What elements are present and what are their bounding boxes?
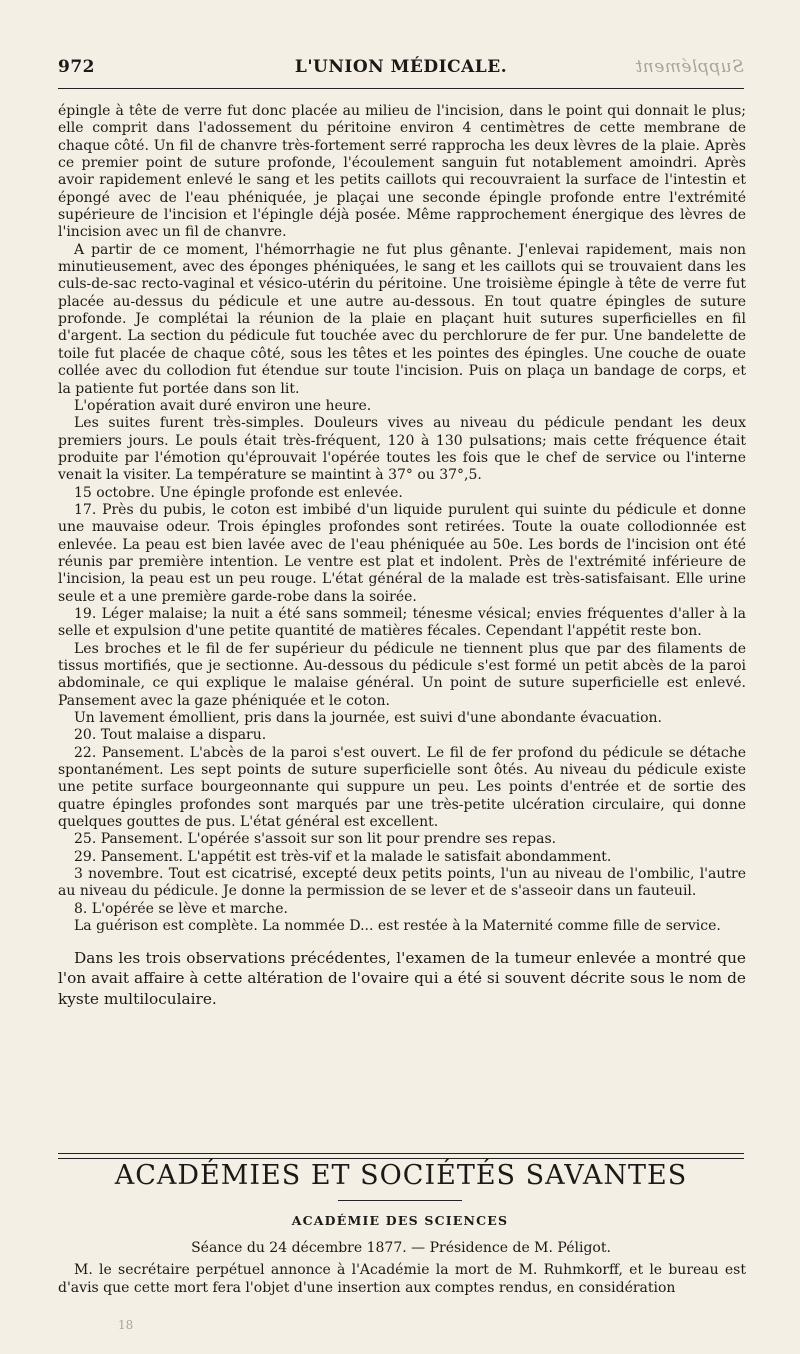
paragraph: M. le secrétaire perpétuel annonce à l'Académie la mort de M. Ruhmkorff, et le bureau est d'avis que cette mort fera l'objet d'une insertion aux comptes rendus, en considération — [58, 1262, 746, 1296]
running-header — [58, 57, 744, 87]
page-bottom-mark: 18 — [118, 1318, 134, 1332]
paragraph: 17. Près du pubis, le coton est imbibé d'un liquide purulent qui suinte du pédicule et donne une mauvaise odeur. Trois épingles profondes sont retirées. Toute la ouate collodionnée est enlevée. La peau est bien lavée avec de l'eau phéniquée au 50e. Les bords de l'incision ont été réunis par première intention. Le ventre est plat et indolent. Près de l'extrémité inférieure de l'incision, la peau est un peu rouge. L'état général de la malade est très-satisfaisant. Elle urine seule et a une première garde-robe dans la soirée. — [58, 501, 746, 605]
paragraph: 20. Tout malaise a disparu. — [74, 727, 267, 744]
paragraph: Les broches et le fil de fer supérieur du pédicule ne tiennent plus que par des filaments de tissus mortifiés, que je sectionne. Au-dessous du pédicule s'est formé un petit abcès de la paroi abdominale, ce qui explique le malaise général. Un point de suture superficielle est enlevé. Pansement avec la gaze phéniquée et le coton. — [58, 640, 746, 709]
section-divider — [58, 1153, 744, 1159]
paragraph: 22. Pansement. L'abcès de la paroi s'est ouvert. Le fil de fer profond du pédicule se détache spontanément. Les sept points de suture superficielle sont ôtés. Au niveau du pédicule existe une petite surface bourgeonnante qui suppure un peu. Les points d'entrée et de sortie des quatre épingles profondes sont marqués par une très-petite ulcération circulaire, qui donne quelques gouttes de pus. L'état général est excellent. — [58, 744, 746, 831]
paragraph: Un lavement émollient, pris dans la journée, est suivi d'une abondante évacuation. — [74, 710, 662, 727]
paragraph: 19. Léger malaise; la nuit a été sans sommeil; ténesme vésical; envies fréquentes d'aller à la selle et expulsion d'une petite quantité de matières fécales. Cependant l'appétit reste bon. — [58, 605, 746, 640]
academy-subtitle: ACADÉMIE DES SCIENCES — [291, 1213, 509, 1228]
paragraph: Les suites furent très-simples. Douleurs vives au niveau du pédicule pendant les deux premiers jours. Le pouls était très-fréquent, 120 à 130 pulsations; mais cette fréquence était produite par l'émotion qu'éprouvait l'opérée toutes les fois que le chef de service ou l'interne venait la visiter. La température se maintint à 37° ou 37°,5. — [58, 415, 746, 484]
paragraph: 3 novembre. Tout est cicatrisé, excepté deux petits points, l'un au niveau de l'ombilic, l'autre au niveau du pédicule. Je donne la permission de se lever et de s'asseoir dans un fauteuil. — [58, 866, 746, 900]
paragraph: 8. L'opérée se lève et marche. — [74, 900, 288, 917]
paragraph: A partir de ce moment, l'hémorrhagie ne fut plus gênante. J'enlevai rapidement, mais non minutieusement, avec des éponges phéniquées, le sang et les caillots qui se trouvaient dans les culs-de-sac recto-vaginal et vésico-utérin du péritoine. Une troisième épingle à tête de verre fut placée au-dessus du pédicule et une autre au-dessous. En tout quatre épingles de suture profonde. Je complétai la réunion de la plaie en plaçant huit sutures superficielles en fil d'argent. La section du pédicule fut touchée avec du perchlorure de fer pur. Une bandelette de toile fut placée de chaque côté, sous les têtes et les pointes des épingles. Une couche de ouate collée avec du collodion fut étendue sur toute l'incision. Puis on plaça un bandage de corps, et la patiente fut portée dans son lit. — [58, 241, 746, 397]
paragraph: épingle à tête de verre fut donc placée au milieu de l'incision, dans le point qui donnait le plus; elle comprit dans l'adossement du péritoine environ 4 centimètres de cette membrane de chaque côté. Un fil de chanvre très-fortement serré rapprocha les deux lèvres de la plaie. Après ce premier point de suture profonde, l'écoulement sanguin fut notablement amoindri. Après avoir rapidement enlevé le sang et les petits caillots qui recouvraient la surface de l'intestin et épongé avec de l'eau phéniquée, je plaçai une seconde épingle profonde entre l'extrémité supérieure de l'incision et l'épingle déjà posée. Même rapprochement énergique des lèvres de l'incision avec un fil de chanvre. — [58, 103, 746, 241]
paragraph: L'opération avait duré environ une heure. — [74, 397, 372, 414]
show-through-text: Supplément — [635, 57, 744, 77]
article-body — [58, 103, 746, 1009]
header-rule — [58, 88, 744, 89]
paragraph: 25. Pansement. L'opérée s'assoit sur son lit pour prendre ses repas. — [74, 831, 557, 848]
paragraph: 29. Pansement. L'appétit est très-vif et la malade le satisfait abondamment. — [74, 848, 612, 865]
paragraph: 15 octobre. Une épingle profonde est enlevée. — [74, 484, 403, 501]
conclusion-paragraph: Dans les trois observations précédentes, l'examen de la tumeur enlevée a montré que l'on avait affaire à cette altération de l'ovaire qui a été si souvent décrite sous le nom de kyste multiloculaire. — [58, 948, 746, 1008]
session-line: Séance du 24 décembre 1877. — Présidence de M. Péligot. — [191, 1240, 611, 1256]
section-title: ACADÉMIES ET SOCIÉTÉS SAVANTES — [114, 1160, 688, 1191]
journal-title: L'UNION MÉDICALE. — [294, 57, 508, 77]
page-number: 972 — [58, 57, 95, 77]
paragraph: La guérison est complète. La nommée D... est restée à la Maternité comme fille de service. — [74, 918, 721, 935]
academy-body — [58, 1262, 746, 1297]
title-underline — [338, 1200, 462, 1201]
